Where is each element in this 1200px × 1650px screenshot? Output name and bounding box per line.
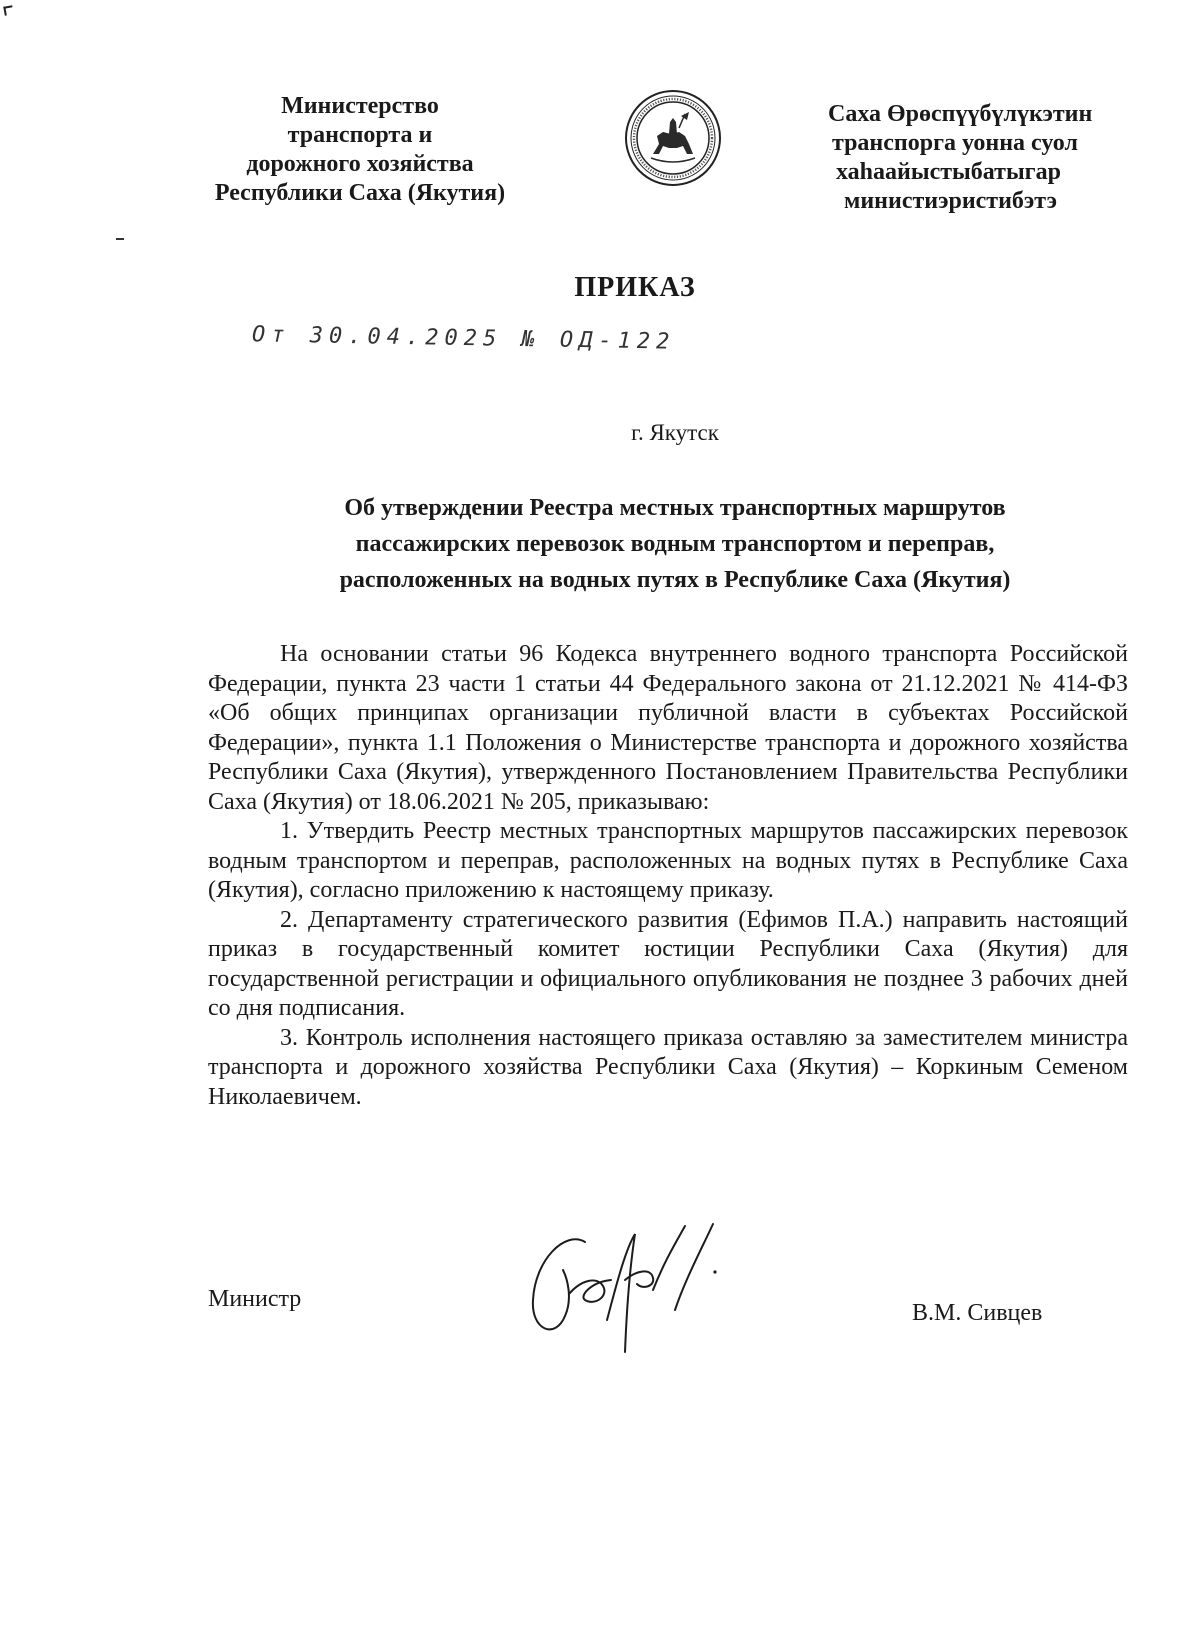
paragraph-item-2: 2. Департаменту стратегического развития (Ефимов П.А.) направить настоящий приказ в государственный комитет юстиции Республики Саха (Якутия) для государственной регистрации и официального опубликования не позднее 3 рабочих дней со дня подписания. bbox=[208, 906, 1128, 1021]
ministry-line: хаһаайыстыбатыгар bbox=[836, 159, 1061, 185]
ministry-line: транспорта и bbox=[287, 122, 433, 148]
ministry-name-russian bbox=[190, 92, 530, 208]
scan-mark bbox=[116, 238, 124, 240]
coat-of-arms-icon bbox=[623, 88, 723, 188]
document-title bbox=[240, 490, 1110, 598]
ministry-line: Республики Саха (Якутия) bbox=[214, 180, 506, 206]
title-line: расположенных на водных путях в Республике Саха (Якутия) bbox=[339, 567, 1011, 593]
title-line: Об утверждении Реестра местных транспортных маршрутов bbox=[344, 495, 1006, 521]
handwritten-date-number: От 30.04.2025 № ОД-122 bbox=[251, 322, 676, 355]
scan-corner-mark bbox=[3, 5, 13, 15]
document-body bbox=[208, 640, 1128, 1112]
ministry-line: Министерство bbox=[281, 93, 439, 119]
ministry-line: министиэристибэтэ bbox=[844, 188, 1058, 214]
ministry-line: дорожного хозяйства bbox=[246, 151, 474, 177]
paragraph-preamble: На основании статьи 96 Кодекса внутреннего водного транспорта Российской Федерации, пункта 23 части 1 статьи 44 Федерального закона от 21.12.2021 № 414-ФЗ «Об общих принципах организации публичной власти в субъектах Российской Федерации», пункта 1.1 Положения о Министерстве транспорта и дорожного хозяйства Республики Саха (Якутия), утвержденного Постановлением Правительства Республики Саха (Якутия) от 18.06.2021 № 205, приказываю: bbox=[208, 641, 1128, 815]
signatory-position: Министр bbox=[208, 1286, 302, 1312]
signatory-name: В.М. Сивцев bbox=[912, 1300, 1043, 1326]
ministry-line: транспорга уонна суол bbox=[832, 130, 1078, 156]
document-type: ПРИКАЗ bbox=[574, 272, 696, 303]
paragraph-item-3: 3. Контроль исполнения настоящего приказа оставляю за заместителем министра транспорта и дорожного хозяйства Республики Саха (Якутия) – Коркиным Семеном Николаевичем. bbox=[208, 1024, 1128, 1110]
ministry-name-sakha bbox=[820, 100, 1120, 216]
signature-block bbox=[0, 1280, 1200, 1360]
title-line: пассажирских перевозок водным транспортом и переправ, bbox=[355, 531, 995, 557]
city-name: г. Якутск bbox=[631, 420, 719, 445]
ministry-line: Саха Өрөспүүбүлүкэтин bbox=[828, 101, 1093, 127]
paragraph-item-1: 1. Утвердить Реестр местных транспортных маршрутов пассажирских перевозок водным транспортом и переправ, расположенных на водных путях в Республике Саха (Якутия), согласно приложению к настоящему приказу. bbox=[208, 818, 1128, 903]
